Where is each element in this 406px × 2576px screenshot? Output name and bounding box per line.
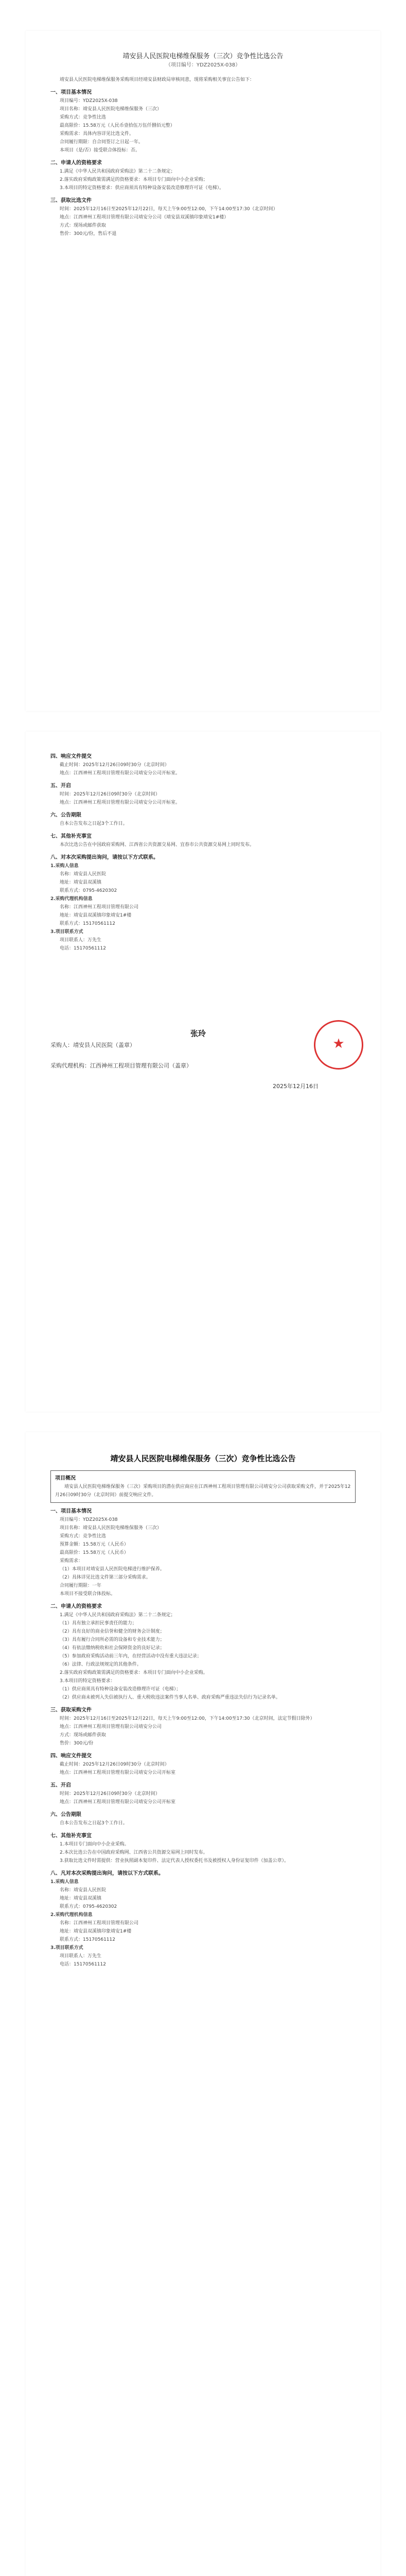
ann-basic-item: 项目名称：靖安县人民医院电梯维保服务（三次） [60,1526,162,1531]
ann-file-item: 方式：现场或邮件获取 [60,1733,107,1738]
ann-qual-item: （1）供应商须具有特种设备安装改造修理许可证（电梯）； [60,1687,181,1692]
supp-heading: 六、公告期限 [50,812,81,818]
ann-contact-line: 联系方式：0795-4620302 [60,1904,117,1909]
supp-para: 地点：江西神州工程项目管理有限公司靖安分公司开标室。 [60,800,181,805]
ann-submit-item: 截止时间：2025年12月26日09时30分（北京时间） [60,1762,169,1767]
ann-basic-heading: 一、项目基本情况 [50,1509,92,1514]
notice-basic-item: 项目编号：YDZ2025X-038 [60,98,118,104]
ann-file-item: 地点：江西神州工程项目管理有限公司靖安分公司 [60,1724,162,1730]
ann-qual-item: （4）有依法缴纳税收和社会保障资金的良好记录； [60,1646,165,1651]
supp-kv: 地址：靖安县双溪镇 [60,880,102,885]
project-overview-box [50,1470,356,1503]
ann-contact-line: 项目联系人：万先生 [60,1954,102,1959]
ann-period-item: 自本公告发布之日起3个工作日。 [60,1821,128,1826]
page-notice [26,31,380,711]
ann-qual-item: （5）参加政府采购活动前三年内，在经营活动中没有重大违法记录； [60,1654,202,1659]
ann-contact-subhead: 3.项目联系方式 [50,1945,83,1951]
ann-basic-item: 预算金额：15.58万元（人民币） [60,1542,129,1547]
announcement-title: 靖安县人民医院电梯维保服务（三次）竞争性比选公告 [110,1454,296,1463]
ann-qual-item: （6）法律、行政法规规定的其他条件。 [60,1662,142,1667]
ann-file-heading: 三、获取采购文件 [50,1707,92,1713]
notice-subtitle: （项目编号：YDZ2025X-038） [165,62,241,68]
sign-date-text: 2025年12月16日 [273,1083,319,1090]
supp-kv: 项目联系人：万先生 [60,938,102,943]
notice-basic-item: 合同履行期限：自合同签订之日起一年。 [60,140,144,145]
agency-sign-label [50,1061,192,1070]
notice-basic-item: 项目名称：靖安县人民医院电梯维保服务（三次） [60,107,162,112]
supp-kv: 电话：15170561112 [60,946,106,951]
notice-file-item: 时间：2025年12月16日至2025年12月22日，每天上午9:00至12:00，下午14:00至17:30（北京时间） [60,207,278,212]
notice-file-item: 售价：300元/份，售后不退 [60,231,117,236]
agency-sign-text: 采购代理机构：江西神州工程项目管理有限公司（盖章） [50,1062,192,1069]
ann-submit-heading: 四、响应文件提交 [50,1753,92,1759]
sign-date [273,1082,319,1090]
ann-submit-item: 地点：江西神州工程项目管理有限公司靖安分公司开标室 [60,1770,176,1775]
purchaser-sign-text: 采购人：靖安县人民医院（盖章） [50,1042,135,1048]
ann-other-item: 3.获取比选文件时需提供：营业执照副本复印件、法定代表人授权委托书及被授权人身份证复印件（加盖公章）。 [60,1858,289,1863]
ann-basic-item: 采购需求： [60,1558,83,1564]
supp-kv: 名称：靖安县人民医院 [60,872,107,877]
notice-basic-item: 最高限价：15.58万元（人民币壹拾伍万伍仟捌佰元整） [60,123,175,128]
ann-basic-item: 合同履行期限：一年 [60,1583,102,1588]
ann-open-item: 时间：2025年12月26日09时30分（北京时间） [60,1791,160,1797]
ann-basic-item: 采购方式：竞争性比选 [60,1534,107,1539]
notice-file-heading: 三、获取比选文件 [50,198,92,204]
purchaser-sign-label [50,1041,135,1049]
ann-other-heading: 七、其他补充事宜 [50,1833,92,1839]
ann-contact-line: 地址：靖安县双溪镇 [60,1896,102,1901]
supp-para: 本次比选公告在中国政府采购网、江西省公共资源交易网、宜春市公共资源交易网上同时发布。 [60,842,255,848]
supp-para: 地点：江西神州工程项目管理有限公司靖安分公司开标室。 [60,771,181,776]
ann-basic-item: 最高限价：15.58万元（人民币） [60,1550,129,1555]
ann-qual-item: （2）具有良好的商业信誉和健全的财务会计制度； [60,1629,165,1634]
supp-para: 时间：2025年12月26日09时30分（北京时间） [60,792,160,797]
ann-qual-item: （2）供应商未被列入失信被执行人、重大税收违法案件当事人名单、政府采购严重违法失信行为记录名单。 [60,1695,280,1700]
ann-basic-item: （1）本项目对靖安县人民医院电梯进行维护保养。 [60,1567,165,1572]
ann-file-item: 售价：300元/份 [60,1741,94,1746]
notice-file-item: 方式：现场或邮件获取 [60,223,107,228]
supp-kv: 名称：江西神州工程项目管理有限公司 [60,905,139,910]
notice-basic-item: 本项目（是/否）接受联合体投标：否。 [60,148,140,153]
notice-basic-heading: 一、项目基本情况 [50,90,92,95]
ann-qual-item: 1.满足《中华人民共和国政府采购法》第二十二条规定； [60,1613,175,1618]
notice-basic-item: 采购方式：竞争性比选 [60,115,107,120]
ann-file-item: 时间：2025年12月16日至2025年12月22日，每天上午9:00至12:00，下午14:00至17:30（北京时间，法定节假日除外） [60,1716,315,1721]
supp-kv: 联系方式：0795-4620302 [60,888,117,893]
ann-contact-line: 名称：靖安县人民医院 [60,1888,107,1893]
signature-text: 张玲 [190,1029,206,1038]
supp-subhead: 3.项目联系方式 [50,929,83,935]
ann-other-item: 2.本次比选公告在中国政府采购网、江西省公共资源交易网上同时发布。 [60,1850,208,1855]
ann-basic-item: 本项目不接受联合体投标。 [60,1591,116,1597]
page-supplement [26,732,380,1412]
supp-heading: 四、响应文件提交 [50,754,92,759]
ann-open-item: 地点：江西神州工程项目管理有限公司靖安分公司开标室 [60,1800,176,1805]
notice-qual-item: 3.本项目的特定资格要求：供应商须具有特种设备安装改造修理许可证（电梯）。 [60,185,224,191]
supp-kv: 联系方式：15170561112 [60,921,115,926]
ann-open-heading: 五、开启 [50,1783,71,1788]
overview-heading: 项目概况 [55,1476,76,1481]
official-seal-icon [314,1020,363,1070]
notice-title: 靖安县人民医院电梯维保服务（三次）竞争性比选公告 [122,53,284,60]
ann-contact-line: 电话：15170561112 [60,1962,106,1967]
ann-contact-line: 名称：江西神州工程项目管理有限公司 [60,1921,139,1926]
ann-qual-item: 3.本项目的特定资格要求： [60,1679,115,1684]
supp-heading: 八、对本次采购提出询问，请按以下方式联系。 [50,855,158,860]
ann-contact-subhead: 2.采购代理机构信息 [50,1912,93,1918]
ann-period-heading: 六、公告期限 [50,1812,81,1818]
ann-contact-line: 地址：靖安县双溪镇印象靖安1#楼 [60,1929,132,1934]
overview-text: 靖安县人民医院电梯维保服务（三次）采购项目的潜在供应商应在江西神州工程项目管理有限公司靖安分公司获取采购文件，并于2025年12月26日09时30分（北京时间）前提交响应文件。 [55,1484,351,1498]
supp-para: 自本公告发布之日起3个工作日。 [60,821,128,826]
notice-basic-item: 采购需求：具体内容详见比选文件。 [60,131,134,137]
ann-qual-heading: 二、申请人的资格要求 [50,1604,102,1609]
ann-qual-item: （3）具有履行合同所必需的设备和专业技术能力； [60,1637,165,1642]
supp-heading: 五、开启 [50,783,71,789]
ann-basic-item: （2）具体详见比选文件第三部分采购需求。 [60,1575,151,1580]
supp-heading: 七、其他补充事宜 [50,834,92,839]
supp-subhead: 2.采购代理机构信息 [50,896,93,902]
notice-qual-item: 2.落实政府采购政策需满足的资格要求：本项目专门面向中小企业采购； [60,177,208,182]
seal-star-icon: ★ [332,1036,345,1052]
notice-intro: 靖安县人民医院电梯维保服务采购项目经靖安县财政局审核同意，现将采购相关事宜公告如下： [60,77,255,82]
ann-other-item: 1.本项目专门面向中小企业采购。 [60,1842,129,1847]
ann-contact-heading: 八、凡对本次采购提出询问，请按以下方式联系。 [50,1871,164,1876]
page-announcement [26,1432,380,2576]
supp-para: 截止时间：2025年12月26日09时30分（北京时间） [60,762,169,768]
notice-file-item: 地点：江西神州工程项目管理有限公司靖安分公司（靖安县双溪镇印象靖安1#楼） [60,215,229,220]
notice-qual-heading: 二、申请人的资格要求 [50,160,102,166]
ann-contact-line: 联系方式：15170561112 [60,1937,115,1942]
ann-qual-item: 2.落实政府采购政策需满足的资格要求：本项目专门面向中小企业采购。 [60,1670,208,1675]
supp-kv: 地址：靖安县双溪镇印象靖安1#楼 [60,913,132,918]
ann-basic-item: 项目编号：YDZ2025X-038 [60,1517,118,1522]
signature-mark [190,1028,206,1039]
notice-qual-item: 1.满足《中华人民共和国政府采购法》第二十二条规定； [60,169,175,174]
ann-contact-subhead: 1.采购人信息 [50,1879,79,1885]
supp-subhead: 1.采购人信息 [50,863,79,869]
ann-qual-item: （1）具有独立承担民事责任的能力； [60,1621,137,1626]
